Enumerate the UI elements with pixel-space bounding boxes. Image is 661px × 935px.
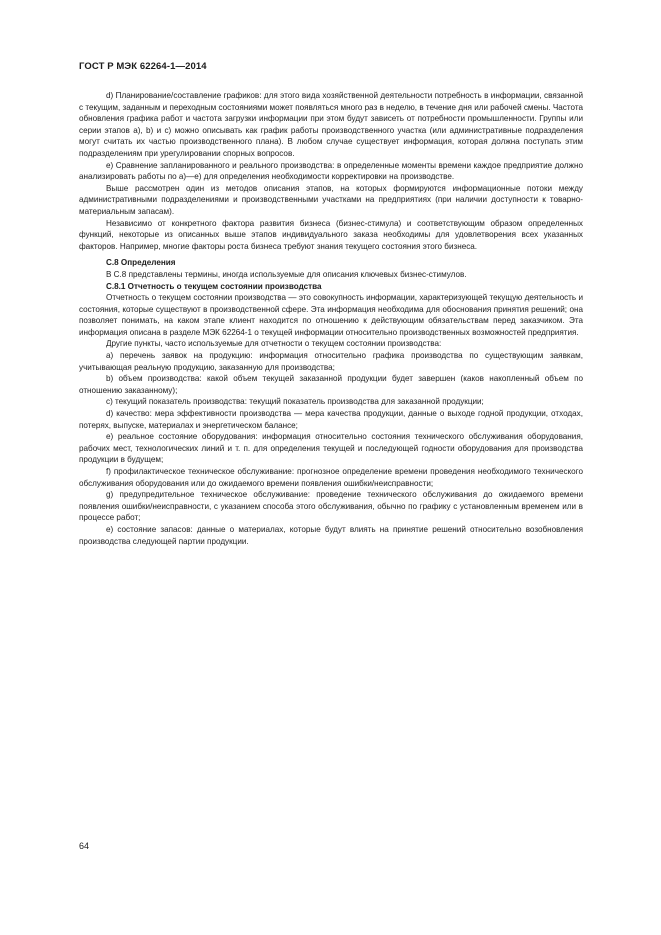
section-heading-c8-1: С.8.1 Отчетность о текущем состоянии производства (106, 281, 322, 291)
document-body (79, 90, 583, 547)
paragraph-method-summary: Выше рассмотрен один из методов описания этапов, на которых формируются информационные потоки между административными подразделениями и производственными участками на предприятиях (при наличии доступности к товарно-материальным запасам). (79, 183, 583, 216)
paragraph-business-drivers: Независимо от конкретного фактора развития бизнеса (бизнес-стимула) и соответствующим образом определенных функций, некоторые из описанных выше этапов индивидуального заказа необходимы для удовлетворения всех указанных факторов. Например, многие факторы роста бизнеса требуют знания текущего состояния этого бизнеса. (79, 218, 583, 251)
list-item-d: d) качество: мера эффективности производства — мера качества продукции, данные о выходе годной продукции, отходах, потерях, выпуске, материалах и энергетическом балансе; (79, 409, 583, 430)
list-item-g: g) предупредительное техническое обслуживание: проведение технического обслуживания до ожидаемого времени появления ошибки/неисправности, с указанием способа этого обслуживания, обычно по графику с установленным временем или в процессе работ; (79, 490, 583, 523)
list-item-c: с) текущий показатель производства: текущий показатель производства для заказанной продукции; (106, 397, 484, 407)
list-item-f: f) профилактическое техническое обслуживание: прогнозное определение времени проведения необходимого технического обслуживания оборудования или до ожидаемого времени появления ошибки/неисправности; (79, 467, 583, 488)
paragraph-other-items-intro: Другие пункты, часто используемые для отчетности о текущем состоянии производства: (106, 339, 442, 349)
list-item-e: е) реальное состояние оборудования: информация относительно состояния технического обслуживания оборудования, рабочих мест, технологических линий и т. п. для определения текущей и последующей годности оборудования для производства продукции в будущем; (79, 432, 583, 465)
page-number: 64 (79, 841, 90, 851)
paragraph-d-scheduling: d) Планирование/составление графиков: для этого вида хозяйственной деятельности потребность в информации, связанной с текущим, заданным и переходным состояниями может появляться много раз в неделю, в течение дня или рабочей смены. Частота обновления графика работ и частота загрузки информации при этом будут зависеть от потребности промышленности. Группы или серии этапов а), b) и с) можно описывать как график работы производственного участка (или административные подразделения могут считать их частью производственного плана). В любом случае существует информация, которая должна поступать этим подразделениям при урегулировании спорных вопросов. (79, 91, 583, 158)
paragraph-c8-intro: В С.8 представлены термины, иногда используемые для описания ключевых бизнес-стимулов. (106, 269, 467, 279)
list-item-inventory: е) состояние запасов: данные о материалах, которые будут влиять на принятие решений относительно возобновления производства следующей партии продукции. (79, 524, 583, 546)
list-item-b: b) объем производства: какой объем текущей заказанной продукции будет завершен (каков накопленный объем по отношению заказанному); (79, 374, 583, 395)
paragraph-reporting-definition: Отчетность о текущем состоянии производства — это совокупность информации, характеризующей текущую деятельность и состояния, которые существуют в производственной сфере. Эта информация необходима для обоснования принятия решений; она позволяет понимать, на каком этапе клиент находится по отношению к действующим обязательствам перед заказчиком. Эта информация описана в разделе МЭК 62264-1 о текущей информации относительно производственных возможностей предприятия. (79, 293, 583, 337)
section-heading-c8: С.8 Определения (106, 258, 176, 268)
paragraph-e-comparison: е) Сравнение запланированного и реального производства: в определенные моменты времени каждое предприятие должно анализировать работы по а)—е) для определения необходимости корректировки на производстве. (79, 160, 583, 182)
list-item-a: а) перечень заявок на продукцию: информация относительно графика производства по существующим заявкам, учитывающая реальную продукцию, заказанную для производства; (79, 351, 583, 372)
document-header: ГОСТ Р МЭК 62264-1—2014 (79, 61, 207, 72)
